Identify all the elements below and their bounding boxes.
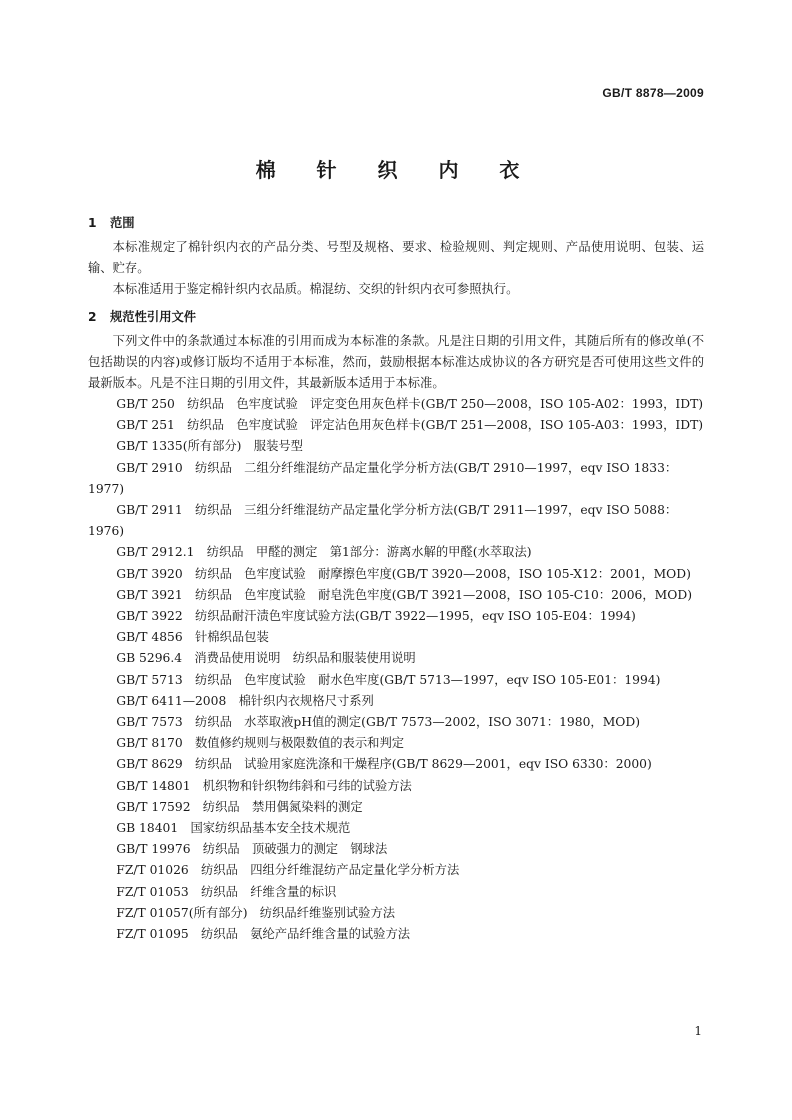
- reference-item: GB/T 8629 纺织品 试验用家庭洗涤和干燥程序(GB/T 8629—2001，eqv ISO 6330：2000): [116, 757, 652, 772]
- reference-item: GB 5296.4 消费品使用说明 纺织品和服装使用说明: [116, 651, 416, 666]
- reference-item: GB/T 2912.1 纺织品 甲醛的测定 第1部分：游离水解的甲醛(水萃取法): [116, 545, 532, 560]
- reference-item: FZ/T 01026 纺织品 四组分纤维混纺产品定量化学分析方法: [116, 863, 460, 878]
- reference-item: GB/T 19976 纺织品 顶破强力的测定 钢球法: [116, 842, 388, 857]
- reference-item: GB/T 250 纺织品 色牢度试验 评定变色用灰色样卡(GB/T 250—2008，ISO 105-A02：1993，IDT): [116, 397, 704, 411]
- reference-item: GB/T 8170 数值修约规则与极限数值的表示和判定: [116, 736, 405, 751]
- document-body: [88, 208, 704, 945]
- reference-item: GB/T 3920 纺织品 色牢度试验 耐摩擦色牢度(GB/T 3920—2008，ISO 105-X12：2001，MOD): [116, 566, 691, 581]
- reference-item: FZ/T 01095 纺织品 氨纶产品纤维含量的试验方法: [116, 927, 411, 942]
- section-title: 范围: [110, 216, 135, 230]
- reference-item: GB/T 2910 纺织品 二组分纤维混纺产品定量化学分析方法(GB/T 2910—1997，eqv ISO 1833：1977): [88, 460, 678, 496]
- section-heading-normative-references: [88, 306, 704, 328]
- section-heading-scope: [88, 212, 704, 234]
- document-title: 棉 针 织 内 衣: [255, 158, 537, 182]
- reference-item: FZ/T 01053 纺织品 纤维含量的标识: [116, 884, 337, 899]
- reference-item: FZ/T 01057(所有部分) 纺织品纤维鉴别试验方法: [116, 905, 396, 920]
- reference-item: GB/T 3921 纺织品 色牢度试验 耐皂洗色牢度(GB/T 3921—2008，ISO 105-C10：2006，MOD): [116, 587, 693, 602]
- section-number: 2: [88, 310, 97, 324]
- paragraph: 本标准规定了棉针织内衣的产品分类、号型及规格、要求、检验规则、判定规则、产品使用说明、包装、运输、贮存。: [88, 240, 704, 275]
- section-number: 1: [88, 216, 97, 230]
- section-title: 规范性引用文件: [110, 310, 197, 324]
- reference-item: GB/T 1335(所有部分) 服装号型: [116, 439, 303, 454]
- page-number: 1: [694, 1024, 702, 1038]
- paragraph: 下列文件中的条款通过本标准的引用而成为本标准的条款。凡是注日期的引用文件，其随后所有的修改单(不包括勘误的内容)或修订版均不适用于本标准，然而，鼓励根据本标准达成协议的各方研究是否可使用这些文件的最新版本。凡是不注日期的引用文件，其最新版本适用于本标准。: [88, 334, 704, 390]
- reference-item: GB/T 5713 纺织品 色牢度试验 耐水色牢度(GB/T 5713—1997，eqv ISO 105-E01：1994): [116, 672, 661, 687]
- reference-list: [88, 394, 704, 945]
- reference-item: GB/T 6411—2008 棉针织内衣规格尺寸系列: [116, 693, 374, 708]
- standard-number: GB/T 8878—2009: [602, 86, 704, 100]
- reference-item: GB/T 251 纺织品 色牢度试验 评定沾色用灰色样卡(GB/T 251—2008，ISO 105-A03：1993，IDT): [116, 418, 704, 433]
- reference-item: GB/T 17592 纺织品 禁用偶氮染料的测定: [116, 799, 363, 814]
- reference-item: GB/T 3922 纺织品耐汗渍色牢度试验方法(GB/T 3922—1995，eqv ISO 105-E04：1994): [116, 609, 636, 624]
- reference-item: GB 18401 国家纺织品基本安全技术规范: [116, 821, 351, 836]
- reference-item: GB/T 2911 纺织品 三组分纤维混纺产品定量化学分析方法(GB/T 2911—1997，eqv ISO 5088：1976): [88, 503, 678, 539]
- reference-item: GB/T 7573 纺织品 水萃取液pH值的测定(GB/T 7573—2002，ISO 3071：1980，MOD): [116, 715, 641, 730]
- reference-item: GB/T 14801 机织物和针织物纬斜和弓纬的试验方法: [116, 778, 412, 793]
- reference-item: GB/T 4856 针棉织品包装: [116, 630, 269, 645]
- paragraph: 本标准适用于鉴定棉针织内衣品质。棉混纺、交织的针织内衣可参照执行。: [112, 282, 519, 296]
